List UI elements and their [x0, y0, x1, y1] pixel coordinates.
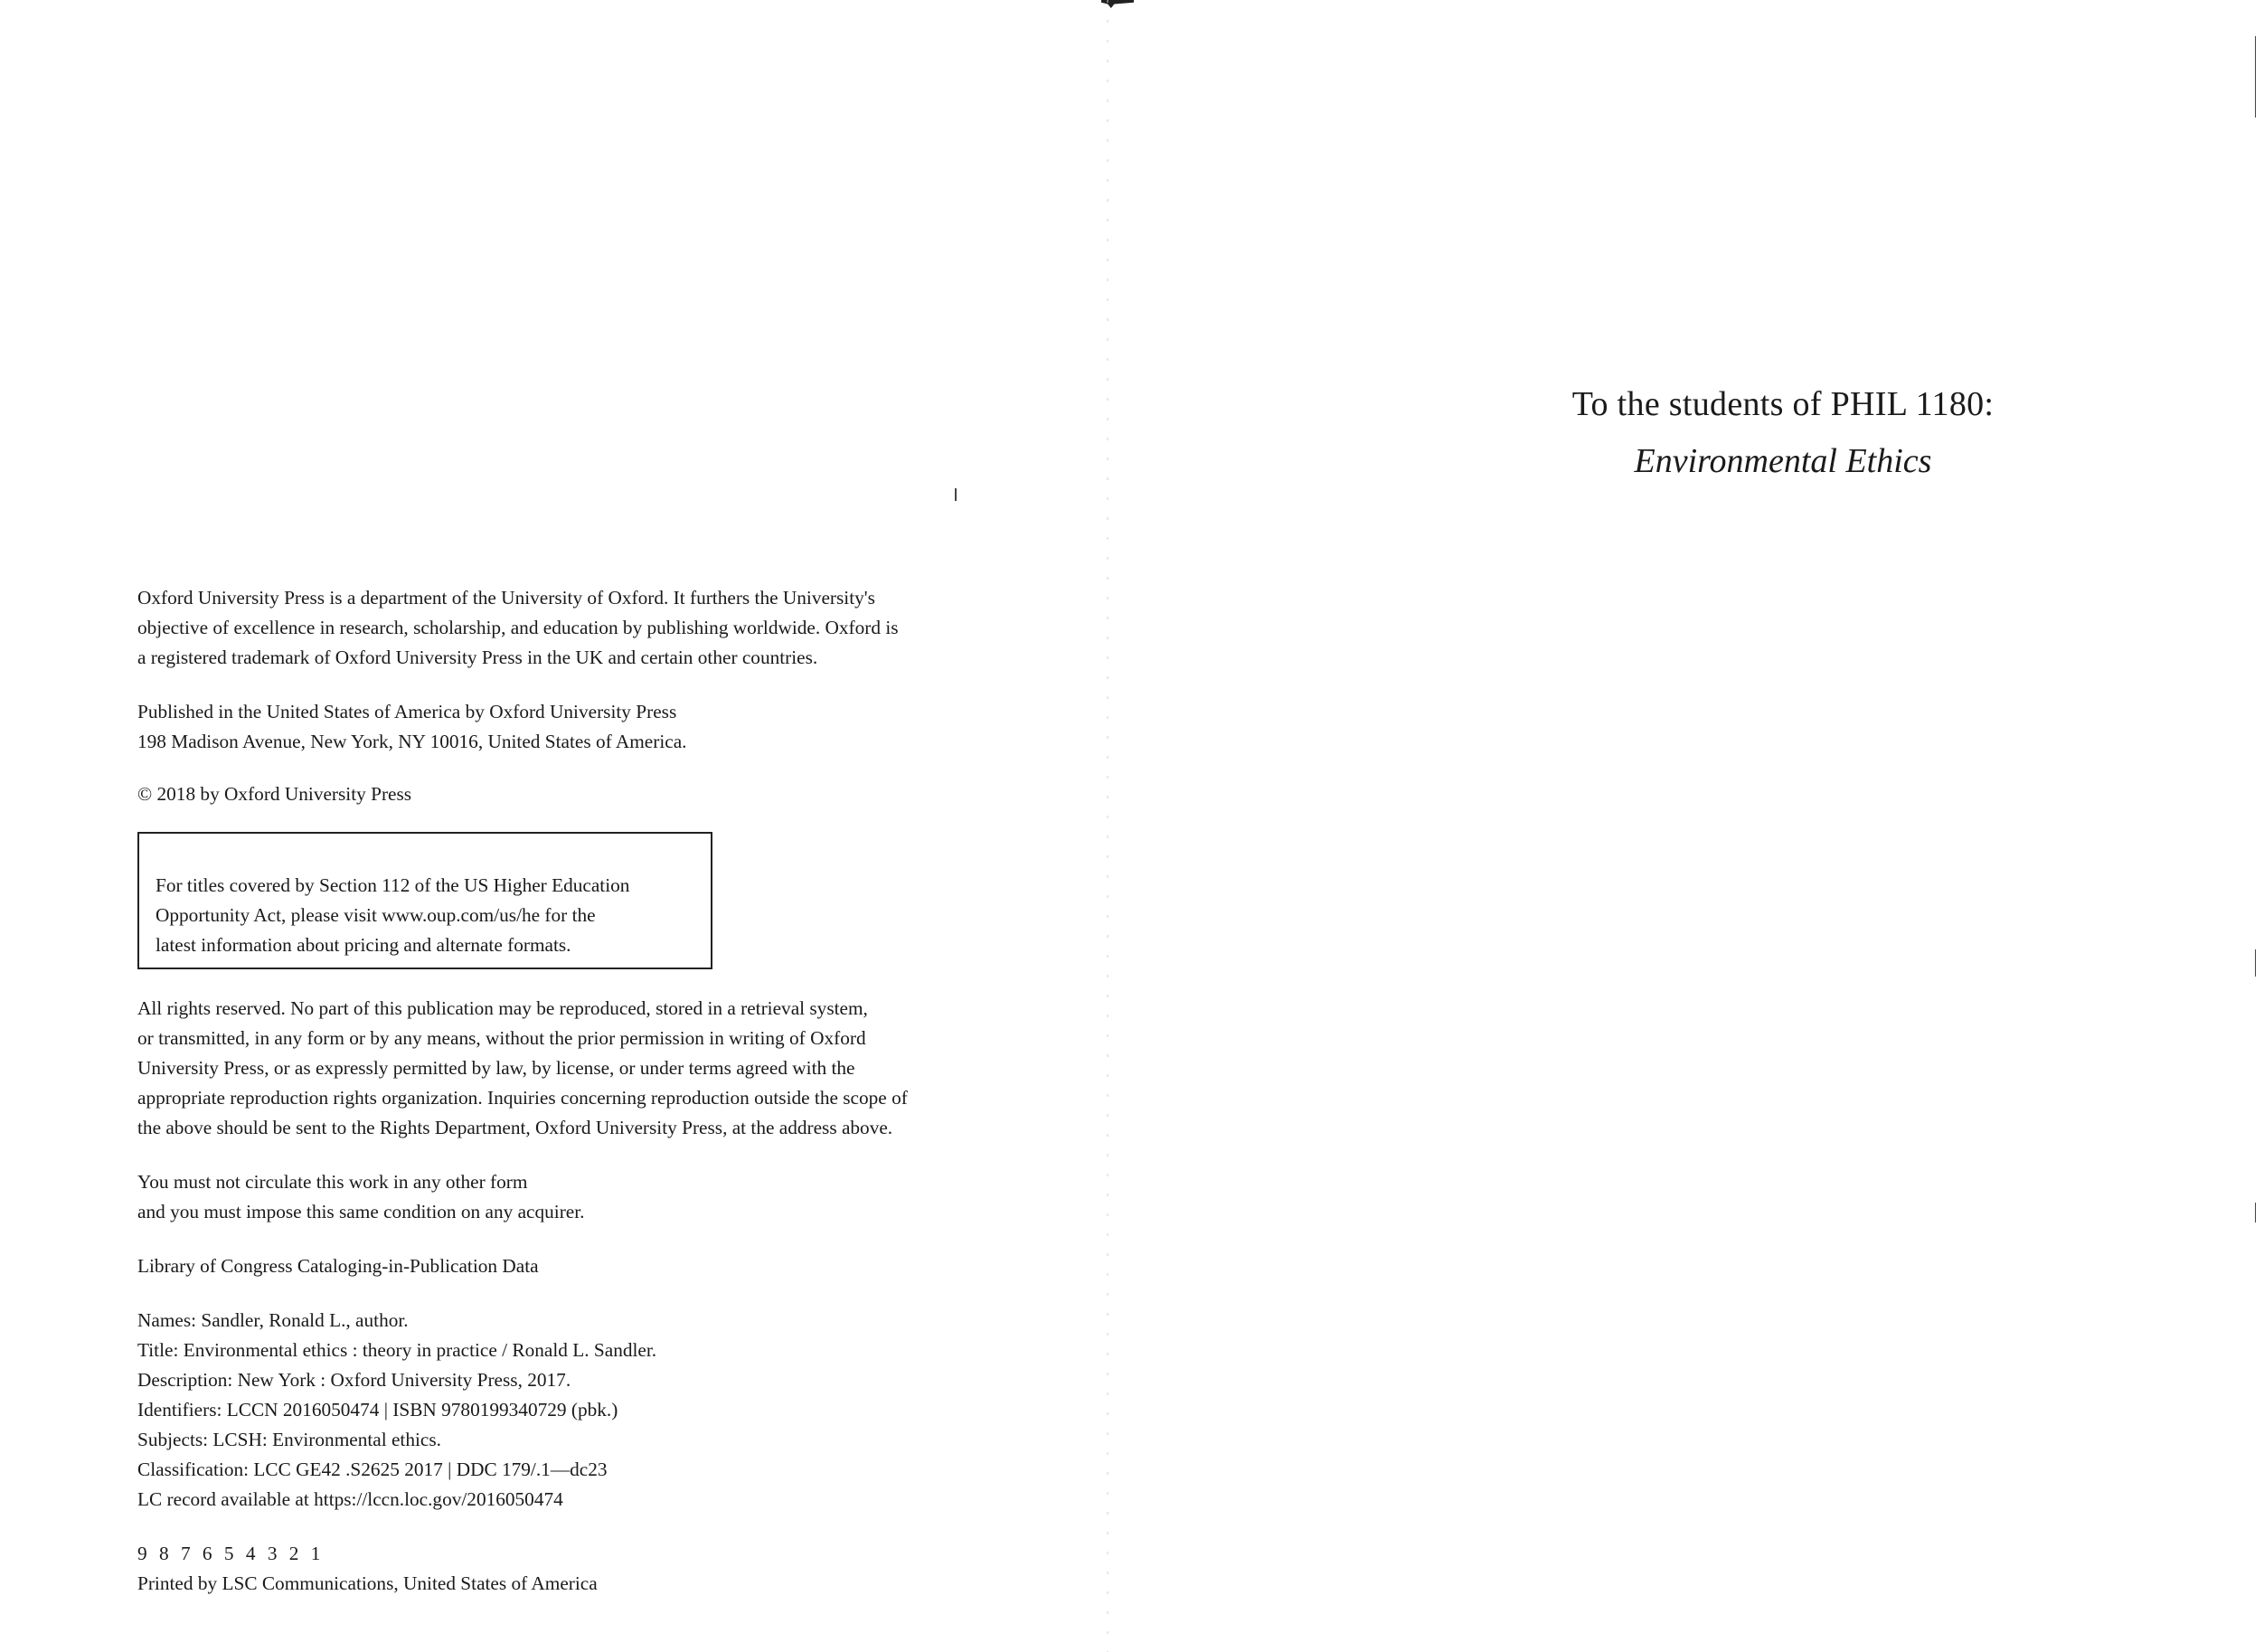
higher-education-notice-box [137, 832, 712, 969]
publisher-address: Published in the United States of America by Oxford University Press 198 Madison Avenue, New York, NY 10016, United States of America. [137, 701, 687, 752]
dedication-page [1112, 0, 2264, 1652]
page-gutter [1107, 0, 1108, 1652]
printer-line: Printed by LSC Communications, United States of America [137, 1572, 598, 1594]
circulation-notice: You must not circulate this work in any other form and you must impose this same condition on any acquirer. [137, 1171, 585, 1222]
copyright-text-block [137, 583, 1024, 1599]
cip-heading: Library of Congress Cataloging-in-Publication Data [137, 1255, 539, 1277]
oup-description: Oxford University Press is a department of the University of Oxford. It furthers the University's objective of excellence in research, scholarship, and education by publishing worldwide. Oxford is a registered trademark of Oxford University Press in the UK and certain other countries. [137, 587, 899, 668]
dedication-course-title: Environmental Ethics [1634, 442, 1932, 480]
cip-record: Names: Sandler, Ronald L., author. Title: Environmental ethics : theory in practice / Ronald L. Sandler. Description: New York : Oxford University Press, 2017. Identifiers: LCCN 2016050474 | ISBN 9780199340729 (pbk.) Subjects: LCSH: Environmental ethics. Classification: LCC GE42 .S2625 2017 | DDC 179/.1—dc23 LC record available at https://lccn.loc.gov/2016050474 [137, 1309, 657, 1510]
dedication [1112, 378, 2264, 492]
rights-reserved: All rights reserved. No part of this publication may be reproduced, stored in a retrieval system, or transmitted, in any form or by any means, without the prior permission in writing of Oxford University Press, or as expressly permitted by law, by license, or under terms agreed with the appropriate reproduction rights organization. Inquiries concerning reproduction outside the scope of the above should be sent to the Rights Department, Oxford University Press, at the address above. [137, 997, 908, 1138]
printing-line-numbers: 9 8 7 6 5 4 3 2 1 [137, 1543, 325, 1564]
copyright-page [0, 0, 1107, 1652]
higher-education-notice: For titles covered by Section 112 of the US Higher Education Opportunity Act, please visit www.oup.com/us/he for the latest information about pricing and alternate formats. [156, 874, 630, 956]
dedication-line: To the students of PHIL 1180: [1571, 385, 1995, 423]
copyright-line: © 2018 by Oxford University Press [137, 783, 412, 805]
